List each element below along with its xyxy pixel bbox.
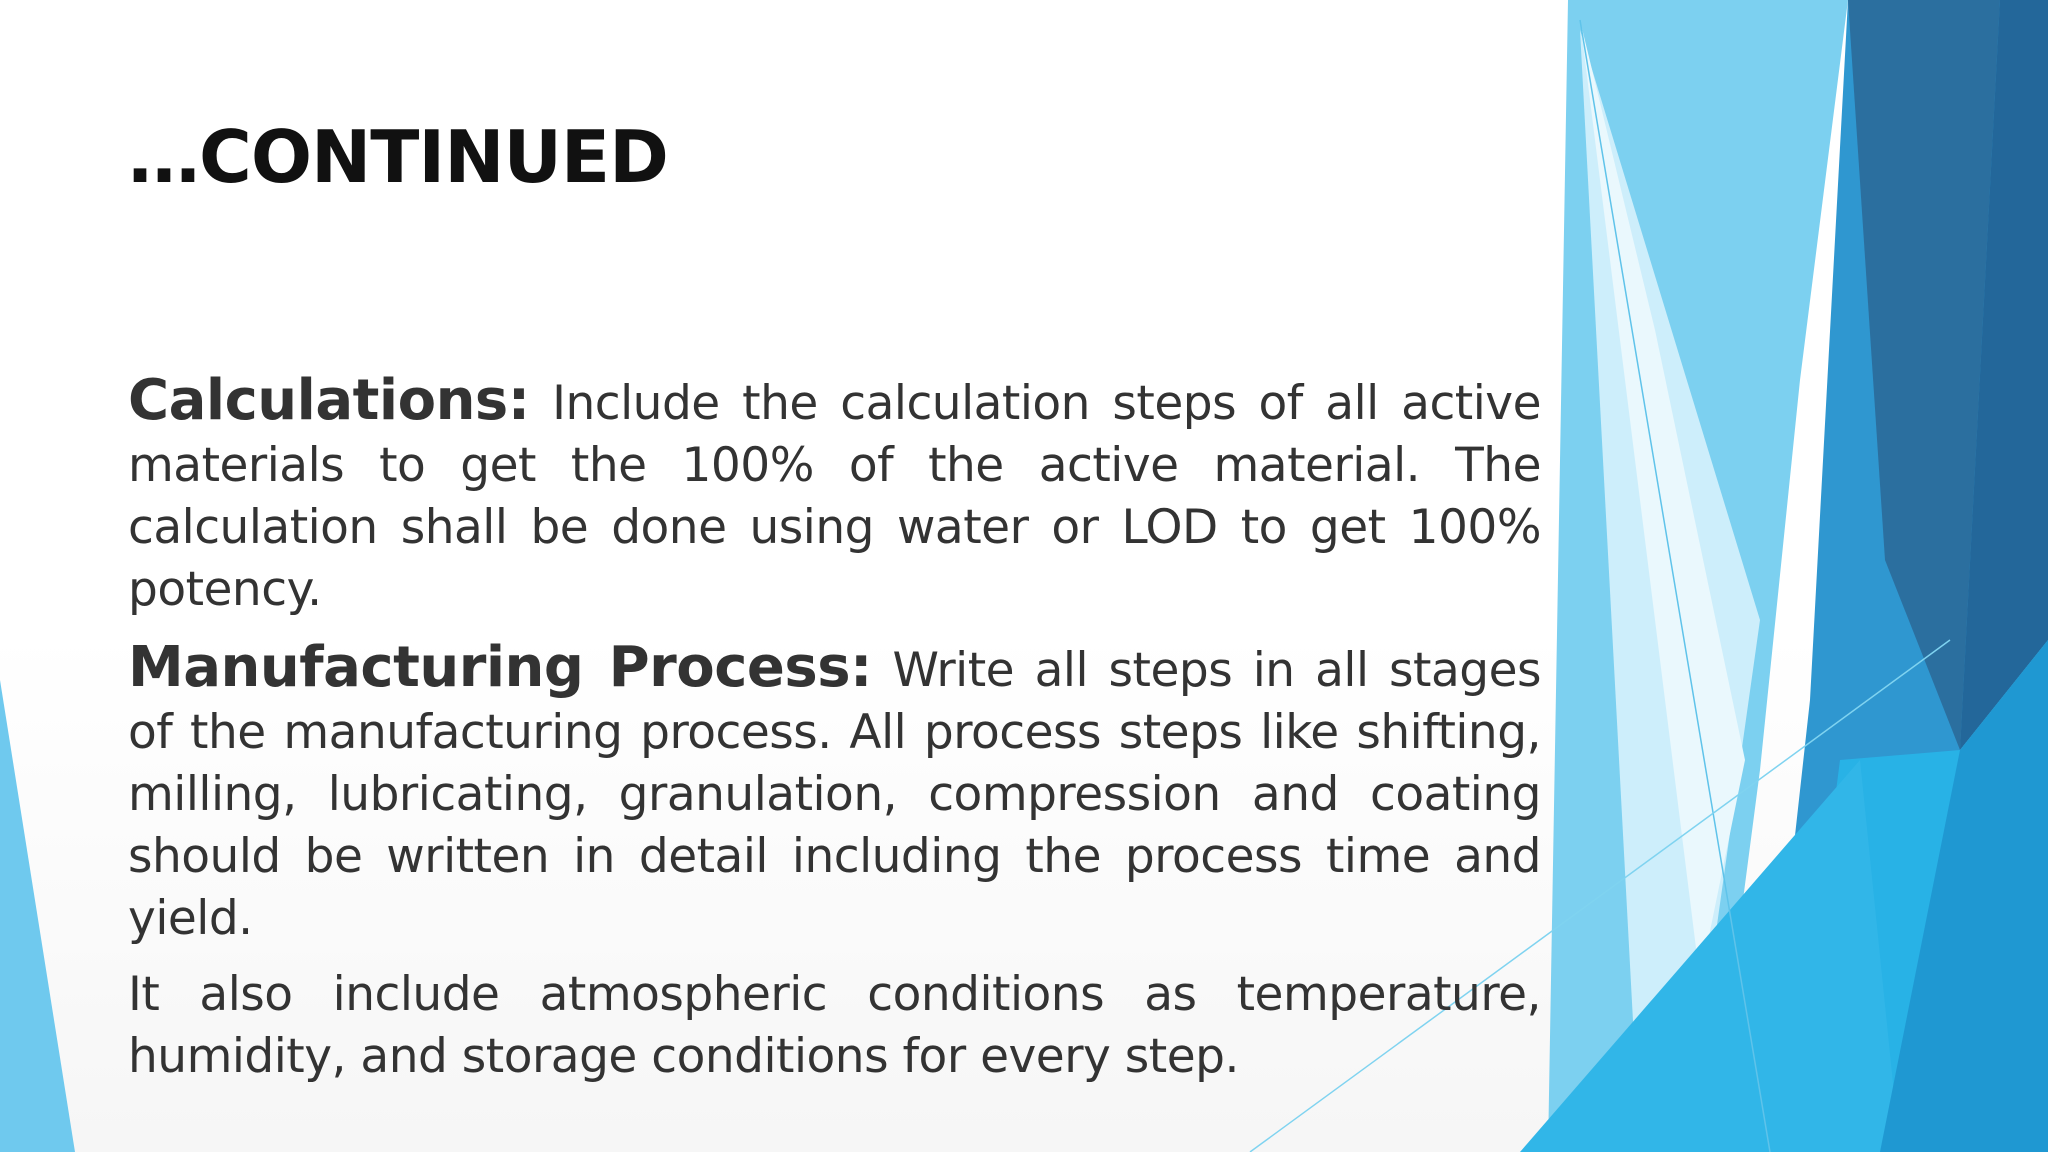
paragraph-text: Write all steps in all stages of the manufacturing process. All process steps like shifting, milling, lubricating, granulation, compression and coating should be written in detail including the process time and yield. (128, 643, 1541, 946)
paragraph-text: It also include atmospheric conditions as temperature, humidity, and storage conditions for every step. (128, 967, 1541, 1084)
slide-body (128, 370, 1541, 1104)
paragraph-manufacturing-process (128, 637, 1541, 950)
left-accent-shape (0, 680, 75, 1152)
paragraph-calculations (128, 370, 1541, 621)
paragraph-atmospheric-conditions (128, 964, 1541, 1088)
paragraph-heading: Manufacturing Process: (128, 635, 872, 700)
paragraph-text: Include the calculation steps of all active materials to get the 100% of the active material. The calculation shall be done using water or LOD to get 100% potency. (128, 376, 1541, 617)
slide-title: …CONTINUED (128, 115, 668, 199)
paragraph-heading: Calculations: (128, 368, 530, 433)
